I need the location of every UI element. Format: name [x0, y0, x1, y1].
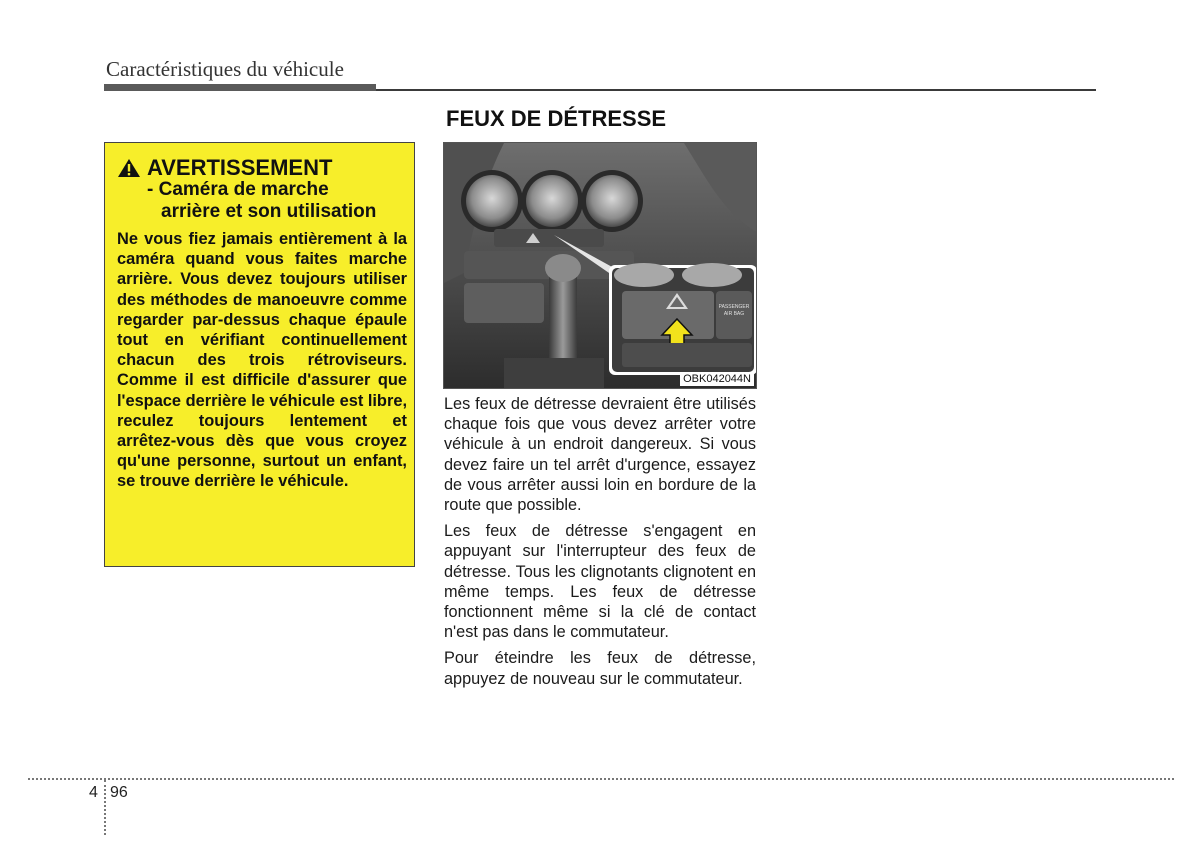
warning-heading: [117, 155, 332, 181]
header-rule-accent: [104, 84, 376, 91]
passenger-label: PASSENGER: [718, 304, 750, 310]
dashboard-illustration: [444, 143, 757, 389]
hazard-switch-photo: [443, 142, 757, 389]
warning-subtitle-line2: arrière et son utilisation: [161, 201, 377, 222]
section-body: [444, 394, 756, 695]
warning-body: Ne vous fiez jamais entièrement à la caméra quand vous faites marche arrière. Vous devez toujours utiliser des méthodes de manoeuvre comme regarder par-dessus chaque épaule tout en vérifiant continuellement chacun des trois rétroviseurs. Comme il est difficile d'assurer que l'espace derrière le véhicule est libre, reculez toujours lentement et arrêtez-vous dès que vous croyez qu'une personne, surtout un enfant, se trouve derrière le véhicule.: [117, 230, 407, 491]
chapter-number: 4: [89, 784, 98, 801]
warning-box: [104, 142, 415, 567]
image-code: OBK042044N: [680, 372, 754, 386]
paragraph: Pour éteindre les feux de détresse, appuyez de nouveau sur le commutateur.: [444, 649, 756, 688]
header-title: Caractéristiques du véhicule: [106, 57, 344, 81]
warning-triangle-icon: [117, 158, 141, 178]
section-title: FEUX DE DÉTRESSE: [446, 106, 667, 131]
page-number: 96: [110, 784, 128, 801]
airbag-label: AIR BAG: [723, 311, 745, 317]
paragraph: Les feux de détresse s'engagent en appuyant sur l'interrupteur des feux de détresse. Tous les clignotants clignotent en même temps. Les feux de détresse fonctionnent même si la clé de contact n'est pas dans le commutateur.: [444, 522, 756, 642]
paragraph: Les feux de détresse devraient être utilisés chaque fois que vous devez arrêter votre véhicule à un endroit dangereux. Si vous devez faire un tel arrêt d'urgence, essayez de vous arrêter aussi loin en bordure de la route que possible.: [444, 395, 756, 515]
footer-rule: [28, 778, 1174, 780]
warning-title: AVERTISSEMENT: [147, 155, 333, 180]
footer-divider: [104, 780, 106, 835]
warning-subtitle-line1: - Caméra de marche: [147, 179, 329, 200]
